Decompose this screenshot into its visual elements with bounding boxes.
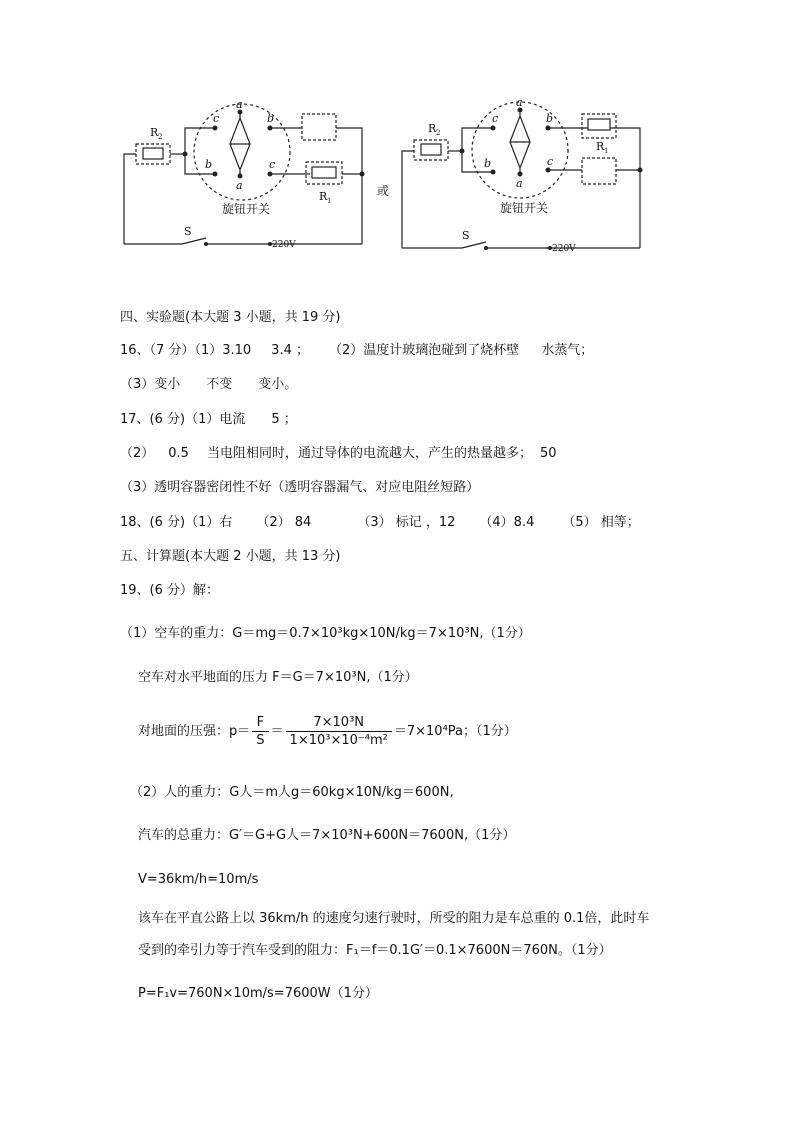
svg-text:S: S [462, 229, 470, 242]
svg-text:c: c [213, 112, 220, 125]
fraction-f-over-s: $\frac{F}{S}$ [252, 714, 268, 749]
svg-text:1: 1 [604, 147, 609, 155]
svg-text:或: 或 [377, 184, 390, 198]
svg-text:c: c [492, 112, 499, 125]
svg-text:2: 2 [436, 129, 441, 137]
svg-text:a: a [236, 179, 243, 192]
svg-text:220V: 220V [552, 244, 576, 254]
q19-head: 19、(6 分）解： [120, 583, 220, 598]
q18-line: 18、(6 分)（1）右 （2） 84 （3） 标记 ，12 （4）8.4 （5） 相等； [120, 515, 640, 530]
svg-text:b: b [546, 112, 554, 125]
svg-text:旋钮开关: 旋钮开关 [500, 201, 549, 215]
svg-text:1: 1 [327, 197, 332, 205]
svg-text:S: S [184, 225, 192, 238]
q19-line8: 受到的牵引力等于汽车受到的阻力：F₁＝f＝0.1G′＝0.1×7600N＝760N。（1分） [138, 943, 612, 958]
svg-text:b: b [267, 112, 275, 125]
q19-line9: P=F₁v=760N×10m/s=7600W（1分） [138, 986, 378, 1001]
q19-line1: （1）空车的重力：G＝mg＝0.7×10³kg×10N/kg＝7×10³N,（1分） [120, 626, 531, 641]
svg-text:a: a [516, 96, 523, 109]
svg-text:2: 2 [158, 133, 163, 141]
svg-text:R: R [428, 122, 437, 135]
q17-line2: （2） 0.5 当电阻相同时，通过导体的电流越大，产生的热量越多； 50 [120, 446, 557, 461]
svg-text:220V: 220V [272, 240, 296, 250]
svg-text:旋钮开关: 旋钮开关 [222, 202, 271, 216]
q19-line6: V=36km/h=10m/s [138, 872, 259, 887]
q19-line4: （2）人的重力：G人＝m人g＝60kg×10N/kg＝600N, [130, 785, 454, 800]
q19-line7: 该车在平直公路上以 36km/h 的速度匀速行驶时，所受的阻力是车总重的 0.1倍，此时车 [138, 911, 650, 926]
svg-text:R: R [150, 126, 159, 139]
q17-line3: （3）透明容器密闭性不好（透明容器漏气、对应电阻丝短路） [120, 480, 480, 495]
svg-text:b: b [484, 157, 492, 170]
section4-title: 四、实验题(本大题 3 小题，共 19 分) [120, 310, 341, 325]
fraction-pressure: $\frac{\text{7×10³N}}{\text{1×10³×10⁻⁴m²}}$ [286, 714, 392, 749]
q16-line1: 16、（7 分）（1）3.10 3.4 ； （2）温度计玻璃泡碰到了烧杯壁 水蒸气； [120, 343, 594, 358]
q19-line3: 对地面的压强：p＝ $\frac{F}{S}$ ＝ $\frac{\text{7×10³N}}{\text{1×10³×10⁻⁴m²}}$ ＝7×10⁴Pa；（1分） [138, 715, 517, 748]
q19-line5: 汽车的总重力：G′＝G+G人＝7×10³N+600N＝7600N,（1分） [138, 828, 516, 843]
circuit-diagrams [110, 88, 670, 268]
svg-text:a: a [516, 177, 523, 190]
svg-text:a: a [236, 98, 243, 111]
section5-title: 五、计算题(本大题 2 小题，共 13 分) [120, 549, 341, 564]
q19-line2: 空车对水平地面的压力 F＝G＝7×10³N,（1分） [138, 670, 418, 685]
q17-line1: 17、(6 分)（1）电流 5 ； [120, 412, 297, 427]
svg-text:c: c [269, 158, 276, 171]
q16-line2: （3）变小 不变 变小。 [120, 377, 298, 392]
svg-text:R: R [596, 140, 605, 153]
svg-text:R: R [319, 190, 328, 203]
svg-text:b: b [205, 158, 213, 171]
svg-text:c: c [547, 155, 554, 168]
